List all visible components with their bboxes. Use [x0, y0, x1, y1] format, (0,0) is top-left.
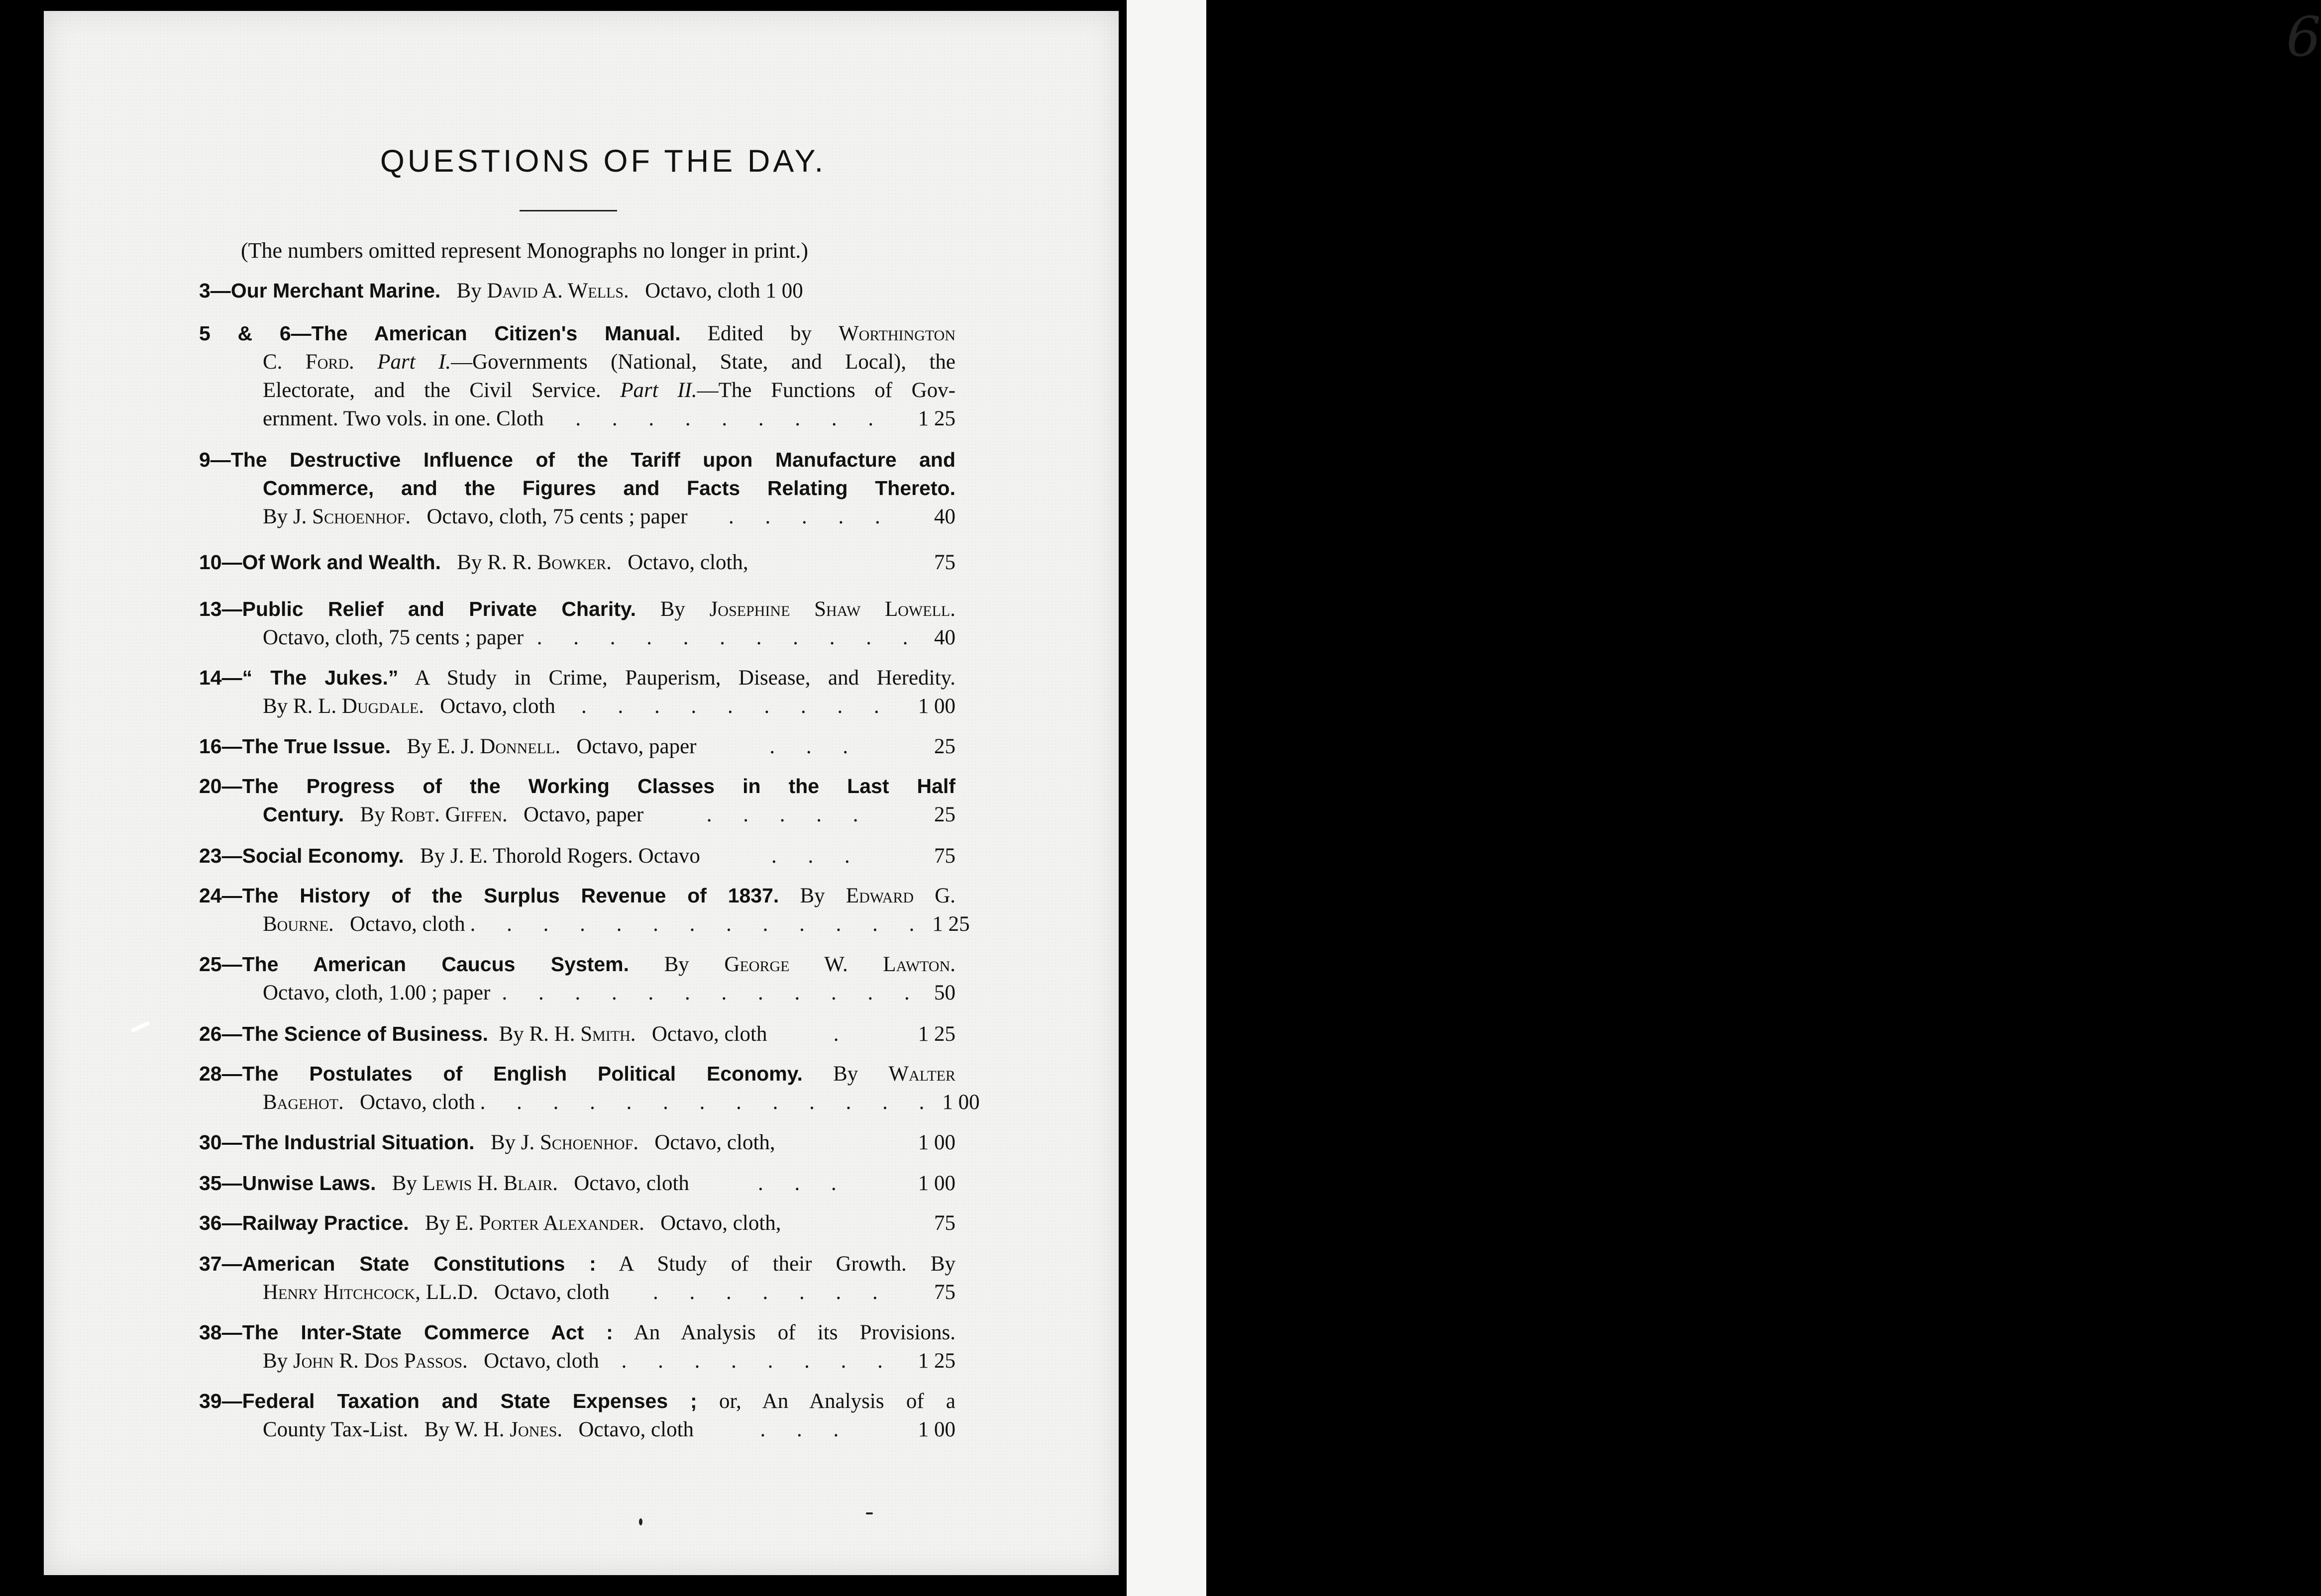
- price: 75: [934, 844, 955, 868]
- entry-line: Commerce, and the Figures and Facts Relating Thereto.: [263, 477, 955, 499]
- list-item: [199, 548, 955, 577]
- entry-line: Bourne. Octavo, cloth . . . . . . . . . . . . . 1 25: [199, 910, 955, 938]
- price: 1 00: [918, 1418, 955, 1441]
- price: 50: [934, 981, 955, 1004]
- price: 1 25: [918, 407, 955, 430]
- entry-line: 3—Our Merchant Marine. By David A. Wells. Octavo, cloth 1 00: [199, 277, 955, 305]
- price: 75: [934, 1281, 955, 1304]
- leader-dots: . . . . .: [728, 505, 893, 528]
- leader-dots: . . . . . . . . . . . .: [502, 981, 923, 1004]
- list-item: [199, 950, 955, 1007]
- list-item: [199, 1060, 980, 1116]
- page-title: QUESTIONS OF THE DAY.: [380, 144, 827, 179]
- leader-dots: . . .: [757, 1172, 849, 1195]
- leader-dots: . . . . . . . . . . . . .: [480, 1091, 938, 1114]
- entry-line: By John R. Dos Passos. Octavo, cloth . . . . . . . . 1 25: [199, 1347, 955, 1375]
- entry-line: County Tax-List. By W. H. Jones. Octavo, cloth . . . 1 00: [199, 1415, 955, 1444]
- entry-line: 13—Public Relief and Private Charity. By Josephine Shaw Lowell.: [199, 598, 956, 621]
- entry-line: By J. Schoenhof. Octavo, cloth, 75 cents ; paper . . . . . 40: [199, 502, 955, 531]
- price: 1 25: [932, 912, 970, 936]
- price: 1 00: [918, 695, 955, 718]
- scan-speck: [639, 1518, 642, 1525]
- list-item: [199, 842, 955, 870]
- price: 75: [934, 551, 955, 574]
- entry-line: 20—The Progress of the Working Classes in the Last Half: [199, 775, 955, 798]
- leader-dots: . . . . . . .: [652, 1281, 891, 1304]
- list-item: [199, 319, 955, 433]
- list-item: [199, 772, 955, 829]
- entry-line: 25—The American Caucus System. By George W. Lawton.: [199, 953, 956, 976]
- list-item: [199, 1209, 955, 1237]
- entry-line: Henry Hitchcock, LL.D. Octavo, cloth . . . . . . . 75: [199, 1278, 955, 1306]
- price: 75: [934, 1211, 955, 1235]
- list-item: [199, 595, 955, 652]
- price: 40: [934, 505, 955, 528]
- price: 40: [934, 626, 955, 649]
- entry-line: 28—The Postulates of English Political Economy. By Walter: [199, 1062, 955, 1086]
- price: 25: [934, 735, 955, 758]
- entry-line: By R. L. Dugdale. Octavo, cloth . . . . . . . . . 1 00: [199, 692, 955, 720]
- entry-line: 30—The Industrial Situation. By J. Schoenhof. Octavo, cloth, 1 00: [199, 1128, 955, 1157]
- entry-line: Century. By Robt. Giffen. Octavo, paper . . . . . 25: [199, 800, 955, 829]
- entry-line: Bagehot. Octavo, cloth . . . . . . . . . . . . . 1 00: [199, 1088, 955, 1116]
- entry-line: 9—The Destructive Influence of the Tariff upon Manufacture and: [199, 448, 955, 471]
- entry-line: ernment. Two vols. in one. Cloth . . . . . . . . . 1 25: [199, 404, 955, 433]
- list-item: [199, 1250, 955, 1306]
- entry-line: 14—“ The Jukes.” A Study in Crime, Pauperism, Disease, and Heredity.: [199, 666, 955, 690]
- leader-dots: . . . . . . . . . . . . .: [470, 912, 928, 936]
- entry-line: Octavo, cloth, 75 cents ; paper . . . . . . . . . . . 40: [199, 623, 955, 652]
- leader-dots: . . . . .: [706, 803, 871, 826]
- entry-line: 23—Social Economy. By J. E. Thorold Rogers. Octavo . . . 75: [199, 842, 955, 870]
- title-rule: [520, 210, 617, 211]
- entry-line: Electorate, and the Civil Service. Part II.—The Functions of Gov-: [263, 379, 956, 402]
- list-item: [199, 1020, 955, 1048]
- entry-line: C. Ford. Part I.—Governments (National, State, and Local), the: [263, 350, 956, 374]
- leader-dots: .: [833, 1022, 852, 1046]
- leader-dots: . . .: [769, 735, 861, 758]
- price: 1 00: [942, 1091, 980, 1114]
- entry-line: 36—Railway Practice. By E. Porter Alexander. Octavo, cloth, 75: [199, 1209, 955, 1237]
- list-item: [199, 664, 955, 720]
- entry-line: 39—Federal Taxation and State Expenses ; or, An Analysis of a: [199, 1390, 956, 1413]
- leader-dots: . . . . . . . . .: [575, 407, 887, 430]
- intro-note: (The numbers omitted represent Monographs no longer in print.): [241, 238, 809, 263]
- entry-line: 38—The Inter-State Commerce Act : An Analysis of its Provisions.: [199, 1321, 955, 1344]
- entry-line: 10—Of Work and Wealth. By R. R. Bowker. Octavo, cloth, 75: [199, 548, 955, 577]
- entry-line: 24—The History of the Surplus Revenue of 1837. By Edward G.: [199, 884, 956, 907]
- scan-speck: [866, 1512, 873, 1514]
- leader-dots: . . .: [771, 844, 863, 868]
- list-item: [199, 1128, 955, 1157]
- entry-line: 26—The Science of Business. By R. H. Smith. Octavo, cloth . 1 25: [199, 1020, 955, 1048]
- price: 1 25: [918, 1022, 955, 1046]
- leader-dots: . . . . . . . . .: [581, 695, 892, 718]
- entry-line: 37—American State Constitutions : A Study of their Growth. By: [199, 1252, 955, 1276]
- page-gutter: [1122, 0, 1127, 1596]
- list-item: [199, 1169, 955, 1197]
- price: 25: [934, 803, 955, 826]
- price: 1 00: [918, 1131, 955, 1154]
- price: 1 00: [918, 1172, 955, 1195]
- list-item: [199, 732, 955, 761]
- list-item: [199, 882, 970, 938]
- price: 1 25: [918, 1349, 955, 1373]
- entry-line: 16—The True Issue. By E. J. Donnell. Octavo, paper . . . 25: [199, 732, 955, 761]
- leader-dots: . . .: [760, 1418, 852, 1441]
- entry-line: 35—Unwise Laws. By Lewis H. Blair. Octavo, cloth . . . 1 00: [199, 1169, 955, 1197]
- list-item: [199, 1387, 955, 1444]
- page-marker: 6: [2286, 5, 2321, 69]
- entry-line: Octavo, cloth, 1.00 ; paper . . . . . . . . . . . . 50: [199, 979, 955, 1007]
- list-item: [199, 1318, 955, 1375]
- leader-dots: . . . . . . . .: [621, 1349, 896, 1373]
- list-item: [199, 277, 955, 305]
- list-item: [199, 446, 955, 531]
- facing-page-edge: [1127, 0, 2321, 1596]
- price: 1 00: [765, 279, 803, 302]
- entry-line: 5 & 6—The American Citizen's Manual. Edited by Worthington: [199, 322, 955, 345]
- leader-dots: . . . . . . . . . . .: [536, 626, 921, 649]
